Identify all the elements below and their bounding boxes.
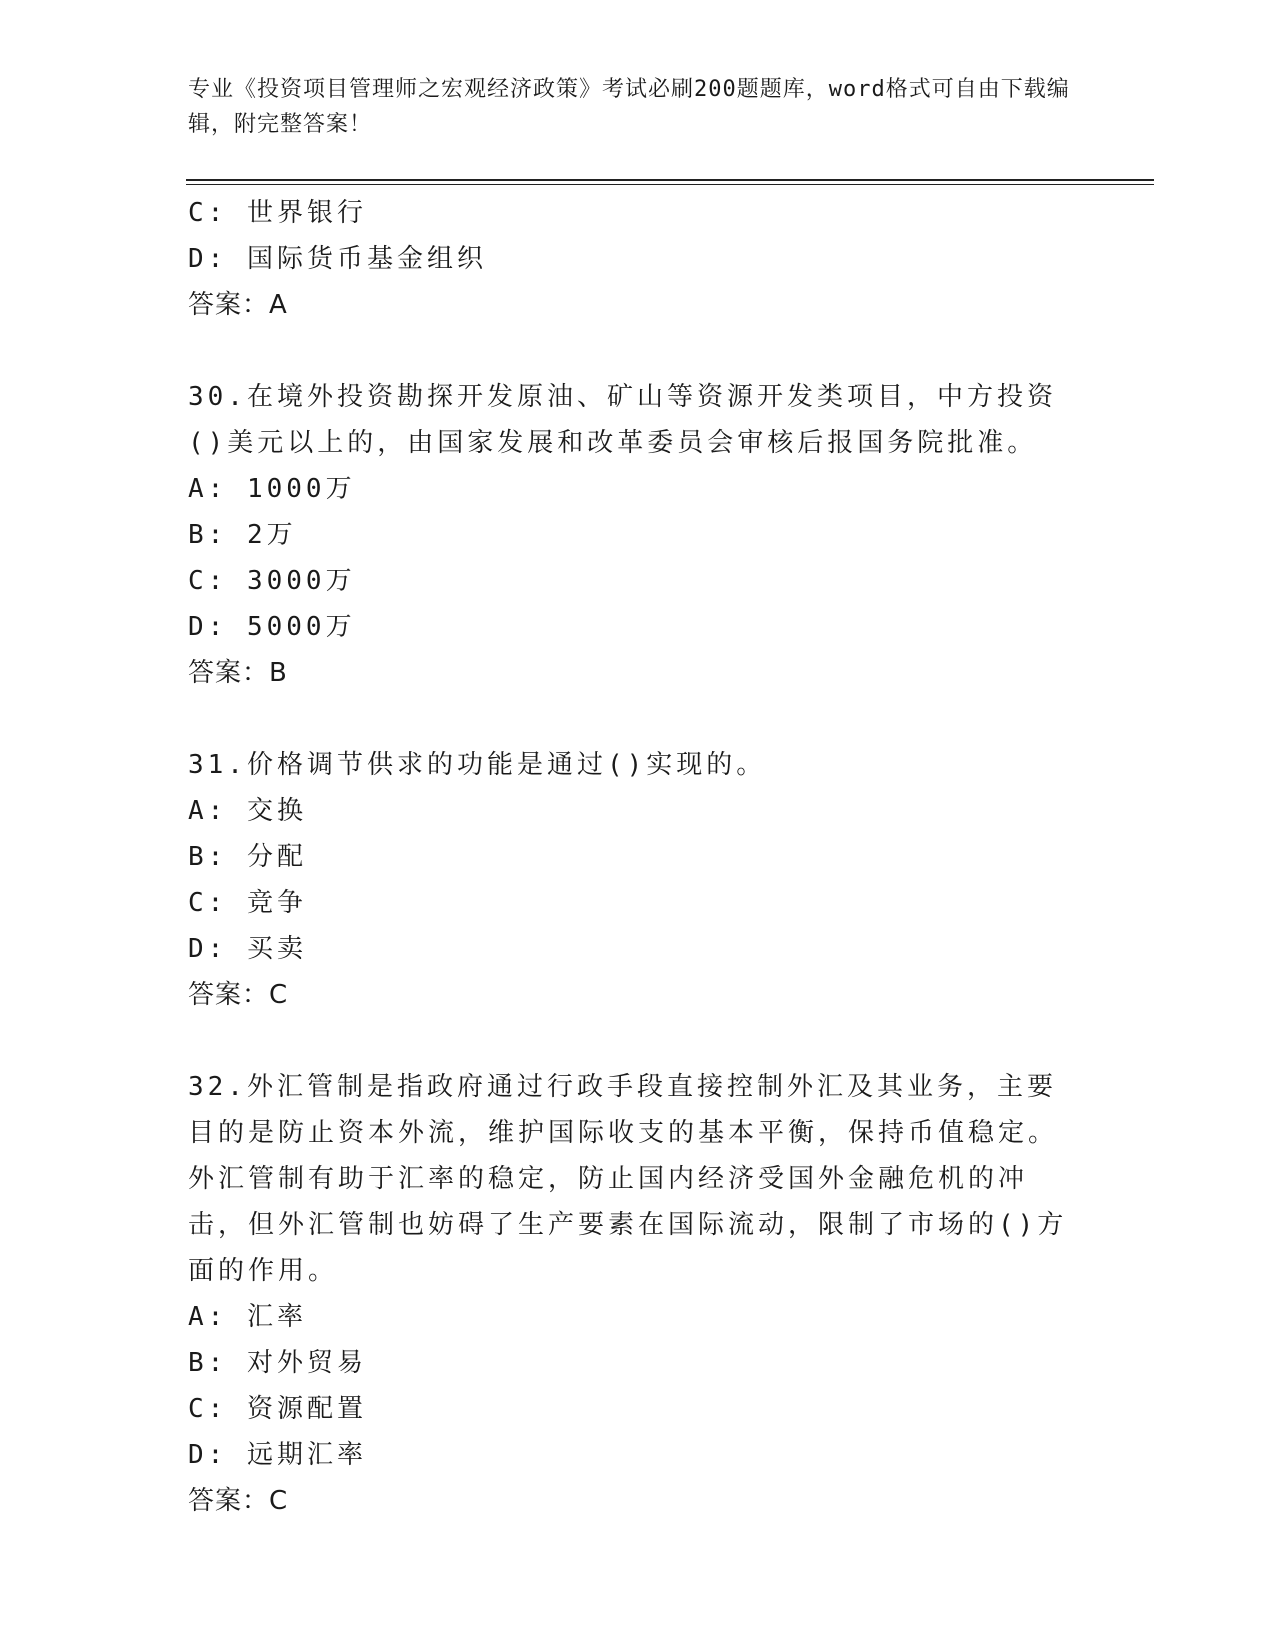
spacer: [188, 696, 1088, 742]
option-a: A: 汇率: [188, 1302, 307, 1332]
option-c: C: 资源配置: [188, 1394, 367, 1424]
option-d: D: 远期汇率: [188, 1440, 367, 1470]
answer-line: 答案：C: [188, 980, 289, 1010]
option-c: C: 世界银行: [188, 198, 367, 228]
question-list: [188, 190, 1088, 1524]
answer-line: 答案：B: [188, 658, 288, 688]
option-d: D: 5000万: [188, 612, 356, 642]
question-stem: 30.在境外投资勘探开发原油、矿山等资源开发类项目，中方投资()美元以上的，由国家发展和改革委员会审核后报国务院批准。: [188, 382, 1057, 458]
spacer: [188, 328, 1088, 374]
spacer: [188, 1018, 1088, 1064]
header-rule-thick: [186, 179, 1154, 181]
question-32: [188, 1064, 1088, 1524]
option-b: B: 2万: [188, 520, 297, 550]
continued-question: [188, 190, 1088, 328]
header-rule-thin: [186, 184, 1154, 185]
option-b: B: 分配: [188, 842, 307, 872]
question-31: [188, 742, 1088, 1018]
option-b: B: 对外贸易: [188, 1348, 367, 1378]
question-30: [188, 374, 1088, 696]
option-d: D: 国际货币基金组织: [188, 244, 487, 274]
option-a: A: 交换: [188, 796, 307, 826]
answer-line: 答案：A: [188, 290, 288, 320]
option-a: A: 1000万: [188, 474, 356, 504]
option-d: D: 买卖: [188, 934, 307, 964]
question-stem: 32.外汇管制是指政府通过行政手段直接控制外汇及其业务，主要目的是防止资本外流，维护国际收支的基本平衡，保持币值稳定。外汇管制有助于汇率的稳定，防止国内经济受国外金融危机的冲击，但外汇管制也妨碍了生产要素在国际流动，限制了市场的()方面的作用。: [188, 1072, 1068, 1286]
answer-line: 答案：C: [188, 1486, 289, 1516]
question-stem: 31.价格调节供求的功能是通过()实现的。: [188, 750, 767, 780]
option-c: C: 3000万: [188, 566, 356, 596]
document-header: 专业《投资项目管理师之宏观经济政策》考试必刷200题题库，word格式可自由下载编辑，附完整答案！: [188, 77, 1070, 137]
option-c: C: 竞争: [188, 888, 307, 918]
